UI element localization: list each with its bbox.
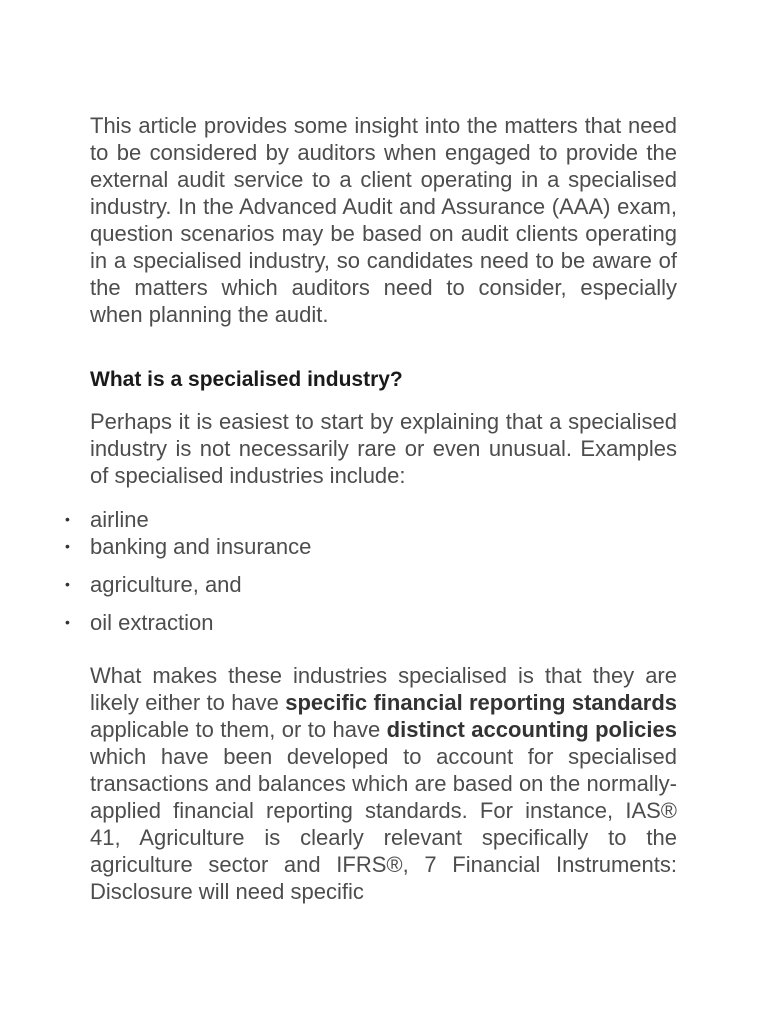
paragraph-text: What makes these industries specialised is that they are likely either to have [90,663,677,715]
bullet-icon: • [65,538,70,554]
industry-list [65,506,677,636]
paragraph-text: which have been developed to account for specialised transactions and balances which are based on the normally-applied financial reporting standards. For instance, IAS® 41, Agriculture is clearly relevant specifically to the agriculture sector and IFRS®, 7 Financial Instruments: Disclosure will need specific [90,744,677,904]
intro-paragraph: This article provides some insight into the matters that need to be considered by auditors when engaged to provide the external audit service to a client operating in a specialised industry. In the Advanced Audit and Assurance (AAA) exam, question scenarios may be based on audit clients operating in a specialised industry, so candidates need to be aware of the matters which auditors need to consider, especially when planning the audit. [90,113,677,327]
list-item [65,571,677,598]
article [65,112,677,905]
paragraph-text: applicable to them, or to have [90,717,387,742]
section-heading: What is a specialised industry? [90,368,403,391]
bullet-icon: • [65,614,70,630]
specialised-explanation-paragraph [90,662,677,905]
bullet-icon: • [65,511,70,527]
list-item-label: airline [90,507,149,532]
bold-phrase-standards: specific financial reporting standards [285,690,677,715]
list-item-label: agriculture, and [90,572,242,597]
intro-examples-paragraph: Perhaps it is easiest to start by explaining that a specialised industry is not necessarily rare or even unusual. Examples of specialised industries include: [90,409,677,488]
list-item [65,533,677,560]
bold-phrase-policies: distinct accounting policies [386,717,677,742]
list-item-label: banking and insurance [90,534,312,559]
bullet-icon: • [65,576,70,592]
list-item [65,609,677,636]
list-item [65,506,677,533]
list-item-label: oil extraction [90,610,214,635]
